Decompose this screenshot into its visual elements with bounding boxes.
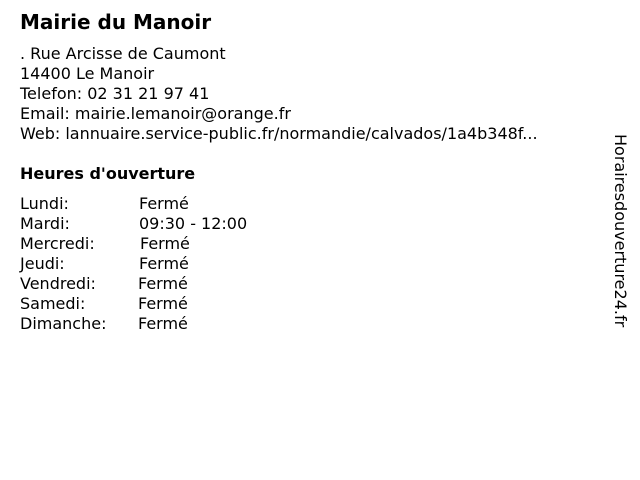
day-label: Dimanche: (20, 314, 107, 333)
day-hours: Fermé (140, 234, 190, 253)
day-hours: Fermé (138, 314, 188, 333)
page-title: Mairie du Manoir (20, 10, 212, 34)
site-watermark: Horairesdouverture24.fr (611, 134, 630, 328)
phone-number: Telefon: 02 31 21 97 41 (20, 84, 210, 103)
website-url: Web: lannuaire.service-public.fr/normandie/calvados/1a4b348f... (20, 124, 538, 143)
opening-hours-heading: Heures d'ouverture (20, 164, 196, 183)
day-label: Mercredi: (20, 234, 95, 253)
day-label: Vendredi: (20, 274, 96, 293)
postal-city: 14400 Le Manoir (20, 64, 155, 83)
day-hours: Fermé (138, 274, 188, 293)
contact-details (20, 44, 538, 144)
day-label: Lundi: (20, 194, 69, 213)
day-hours: 09:30 - 12:00 (139, 214, 248, 233)
day-hours: Fermé (139, 194, 189, 213)
day-label: Mardi: (20, 214, 70, 233)
day-hours: Fermé (139, 254, 189, 273)
day-hours: Fermé (138, 294, 188, 313)
day-label: Samedi: (20, 294, 86, 313)
street-address: . Rue Arcisse de Caumont (20, 44, 226, 63)
day-label: Jeudi: (20, 254, 65, 273)
email-address: Email: mairie.lemanoir@orange.fr (20, 104, 291, 123)
